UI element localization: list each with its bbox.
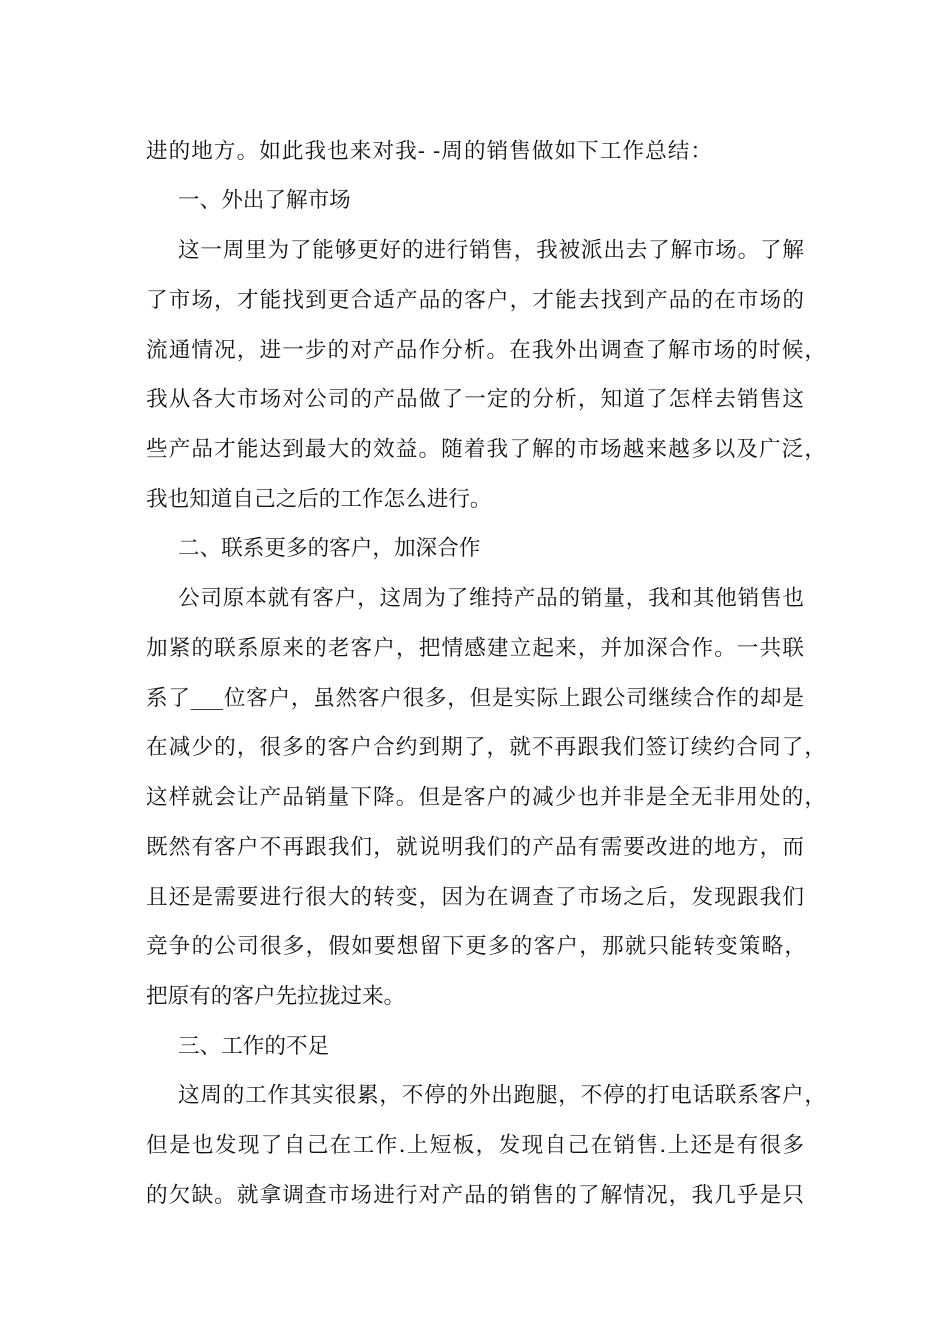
section-heading: 一、外出了解市场: [178, 188, 351, 213]
section-heading: 二、联系更多的客户，加深合作: [178, 536, 481, 561]
text-line: 系了___位客户，虽然客户很多，但是实际上跟公司继续合作的却是: [146, 686, 804, 711]
text-line: 加紧的联系原来的老客户，把情感建立起来，并加深合作。一共联: [146, 636, 804, 661]
text-line: 竞争的公司很多，假如要想留下更多的客户，那就只能转变策略，: [146, 934, 806, 959]
text-line: 但是也发现了自己在工作.上短板，发现自己在销售.上还是有很多: [146, 1133, 804, 1158]
text-line: 我也知道自己之后的工作怎么进行。: [146, 487, 492, 512]
text-line: 进的地方。如此我也来对我- -周的销售做如下工作总结：: [146, 139, 712, 164]
text-line: 在减少的，很多的客户合约到期了，就不再跟我们签订续约合同了，: [146, 735, 826, 760]
paragraph-first-line: 这周的工作其实很累，不停的外出跑腿，不停的打电话联系客户，: [178, 1083, 826, 1108]
text-line: 了市场，才能找到更合适产品的客户，才能去找到产品的在市场的: [146, 288, 804, 313]
text-line: 既然有客户不再跟我们，就说明我们的产品有需要改进的地方，而: [146, 835, 804, 860]
section-heading: 三、工作的不足: [178, 1034, 330, 1059]
paragraph-first-line: 公司原本就有客户，这周为了维持产品的销量，我和其他销售也: [178, 586, 804, 611]
text-line: 我从各大市场对公司的产品做了一定的分析，知道了怎样去销售这: [146, 387, 804, 412]
text-line: 把原有的客户先拉拢过来。: [146, 984, 406, 1009]
text-line: 些产品才能达到最大的效益。随着我了解的市场越来越多以及广泛，: [146, 437, 826, 462]
text-line: 且还是需要进行很大的转变，因为在调查了市场之后，发现跟我们: [146, 885, 804, 910]
text-line: 流通情况，进一步的对产品作分析。在我外出调查了解市场的时候，: [146, 338, 826, 363]
text-line: 这样就会让产品销量下降。但是客户的减少也并非是全无非用处的，: [146, 785, 826, 810]
paragraph-first-line: 这一周里为了能够更好的进行销售，我被派出去了解市场。了解: [178, 238, 804, 263]
text-line: 的欠缺。就拿调查市场进行对产品的销售的了解情况，我几乎是只: [146, 1183, 804, 1208]
